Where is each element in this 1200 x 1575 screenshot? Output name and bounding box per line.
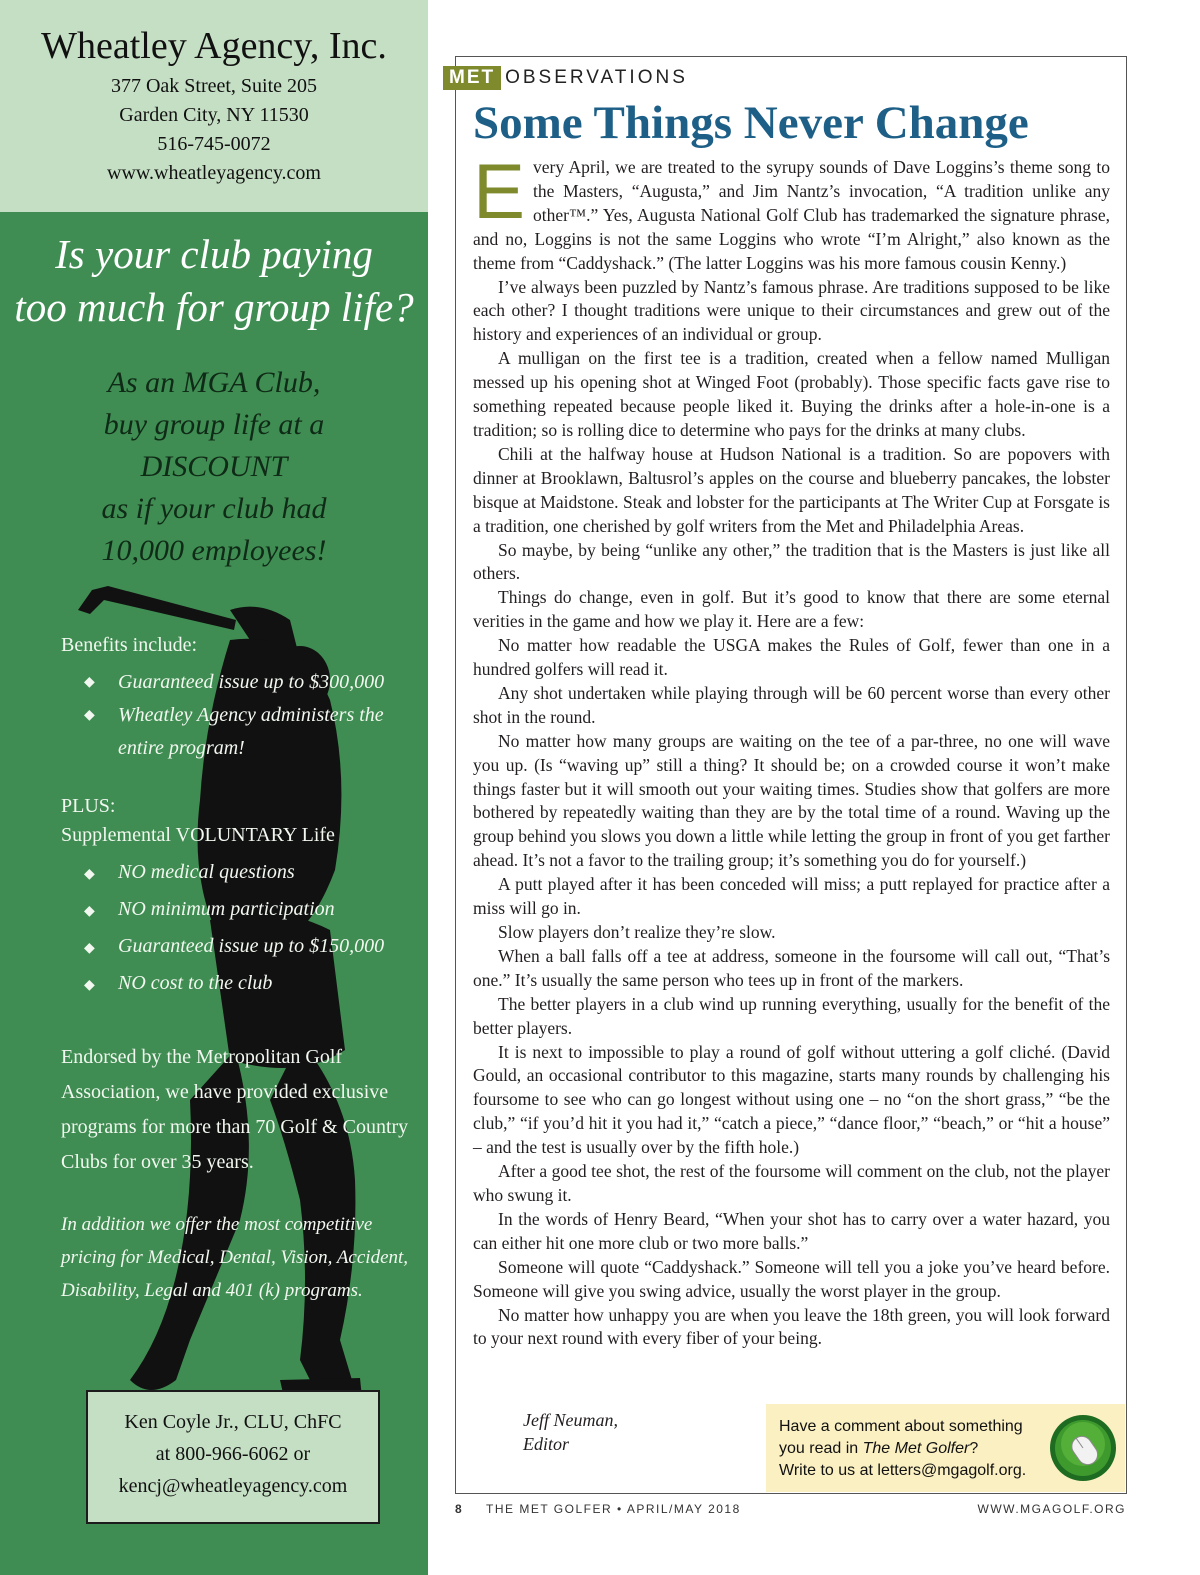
ad-headline xyxy=(0,228,428,334)
article-paragraph: Someone will quote “Caddyshack.” Someone will tell you a joke you’ve heard before. Someone will give you swing advice, usually the worst player in the group. xyxy=(473,1256,1110,1301)
headline-line-2: too much for group life? xyxy=(14,284,414,330)
company-name: Wheatley Agency, Inc. xyxy=(41,25,387,67)
callout-email[interactable]: Write to us at letters@mgagolf.org. xyxy=(779,1462,1027,1479)
endorsement-text: Endorsed by the Metropolitan Golf Association, we have provided exclusive programs for more than 70 Golf & Country Clubs for over 35 years. xyxy=(61,1046,409,1173)
address-line-1: 377 Oak Street, Suite 205 xyxy=(110,75,318,97)
kicker-label: OBSERVATIONS xyxy=(505,67,688,88)
article-paragraph: No matter how unhappy you are when you leave the 18th green, you will look forward to your next round with every fiber of your being. xyxy=(473,1304,1110,1349)
article-paragraph: No matter how readable the USGA makes the Rules of Golf, fewer than one in a hundred golfers will read it. xyxy=(473,635,1110,680)
diamond-bullet-icon: ◆ xyxy=(84,904,95,919)
company-phone: 516-745-0072 xyxy=(157,133,271,155)
article-paragraph: I’ve always been puzzled by Nantz’s famous phrase. Are traditions supposed to be like each other? I thought traditions were unique to their circumstances and grew out of the history and experiences of an individual or group. xyxy=(473,276,1110,345)
ad-subheadline xyxy=(0,362,428,572)
feedback-callout xyxy=(766,1404,1125,1492)
author-title: Editor xyxy=(523,1434,570,1454)
diamond-bullet-icon: ◆ xyxy=(84,675,95,690)
article-paragraph: After a good tee shot, the rest of the foursome will comment on the club, not the player who swung it. xyxy=(473,1161,1110,1205)
article-paragraph: No matter how many groups are waiting on the tee of a par-three, no one will wave you up. (Is “waving up” still a thing? It should be; on a crowded course it won’t make things faster but it will smooth out your waiting times. Studies show that golfers are more bothered by repeatedly waiting than they are by the total time of a round. Waving up the group behind you slows you down a little while letting the group in front of you get farther ahead. It’s not a favor to the trailing group; it’s something you do for yourself.) xyxy=(473,730,1110,871)
author-signature xyxy=(523,1408,618,1456)
publication-info: THE MET GOLFER • APRIL/MAY 2018 xyxy=(486,1502,741,1516)
ad-header xyxy=(0,0,428,212)
callout-text: Have a comment about something you read in The Met Golfer? Write to us at letters@mgagolf.org. xyxy=(779,1416,1026,1482)
article-paragraph: It is next to impossible to play a round of golf without uttering a golf cliché. (David Gould, an occasional contributor to this magazine, starts many rounds by challenging his foursome to see who can go longest without using one – no “on the short grass,” “be the club,” “if you’d hit it you had it,” “catch a piece,” “dance floor,” “beach,” or “hit a house” – and the test is usually over by the fifth hole.) xyxy=(473,1041,1110,1158)
benefits-list xyxy=(84,666,414,765)
contact-phone: at 800-966-6062 or xyxy=(155,1443,311,1465)
drop-cap: E xyxy=(473,147,526,235)
article-paragraph: In the words of Henry Beard, “When your shot has to carry over a water hazard, you can either hit one more club or two more balls.” xyxy=(473,1208,1110,1253)
sub-line-4: as if your club had xyxy=(101,492,327,525)
kicker-tag: MET xyxy=(443,66,501,90)
plus-item: ◆ NO cost to the club xyxy=(84,965,414,1002)
plus-list xyxy=(84,854,414,1002)
page-number: 8 xyxy=(455,1502,464,1516)
article-paragraph: The better players in a club wind up running everything, usually for the benefit of the better players. xyxy=(473,993,1110,1038)
contact-box xyxy=(86,1390,380,1524)
article-paragraph: A putt played after it has been conceded will miss; a putt replayed for practice after a miss will go in. xyxy=(473,874,1110,919)
article-paragraph: A mulligan on the first tee is a tradition, created when a fellow named Mulligan messed up his opening shot at Winged Foot (probably). Those specific facts gave rise to something repeated because people liked it. Buying the drinks after a hole-in-one is a tradition; so is rolling dice to determine who pays for the drinks at many clubs. xyxy=(473,348,1110,440)
footer-website[interactable]: WWW.MGAGOLF.ORG xyxy=(977,1502,1126,1516)
contact-email[interactable]: kencj@wheatleyagency.com xyxy=(118,1475,348,1497)
diamond-bullet-icon: ◆ xyxy=(84,941,95,956)
article-paragraph: Slow players don’t realize they’re slow. xyxy=(498,922,776,942)
article-title: Some Things Never Change xyxy=(473,97,1029,149)
sub-line-2: buy group life at a xyxy=(103,408,325,441)
benefit-item: ◆ Wheatley Agency administers the entire program! xyxy=(84,699,414,765)
company-address xyxy=(0,72,428,188)
plus-item: ◆ Guaranteed issue up to $150,000 xyxy=(84,928,414,965)
sub-line-1: As an MGA Club, xyxy=(107,366,321,399)
article-paragraph: Every April, we are treated to the syrupy sounds of Dave Loggins’s theme song to the Masters, “Augusta,” and Jim Nantz’s invocation, “A tradition unlike any other™.” Yes, Augusta National Golf Club has trademarked the signature phrase, and no, Loggins is not the same Loggins who wrote “I’m Alright,” also known as the theme from “Caddyshack.” (The latter Loggins was his more famous cousin Kenny.) xyxy=(473,147,1110,273)
contact-name: Ken Coyle Jr., CLU, ChFC xyxy=(124,1411,342,1433)
additional-programs-text: In addition we offer the most competitive pricing for Medical, Dental, Vision, Accident, Disability, Legal and 401 (k) programs. xyxy=(61,1214,409,1301)
plus-item: ◆ NO minimum participation xyxy=(84,891,414,928)
advertisement xyxy=(0,0,428,1575)
diamond-bullet-icon: ◆ xyxy=(84,708,95,723)
diamond-bullet-icon: ◆ xyxy=(84,978,95,993)
article-paragraph: Any shot undertaken while playing through will be 60 percent worse than every other shot in the round. xyxy=(473,682,1110,727)
article-paragraph: Things do change, even in golf. But it’s good to know that there are some eternal verities in the game and how we play it. Here are a few: xyxy=(473,587,1110,632)
article-body xyxy=(473,147,1110,1351)
plus-section xyxy=(61,792,335,850)
benefits-title: Benefits include: xyxy=(61,634,198,656)
headline-line-1: Is your club paying xyxy=(55,231,373,277)
benefit-item: ◆ Guaranteed issue up to $300,000 xyxy=(84,666,414,699)
ad-copy xyxy=(0,212,428,1301)
company-website: www.wheatleyagency.com xyxy=(107,162,321,184)
plus-item: ◆ NO medical questions xyxy=(84,854,414,891)
plus-label: PLUS: xyxy=(61,795,116,817)
article-paragraph: So maybe, by being “unlike any other,” the tradition that is the Masters is just like all others. xyxy=(473,539,1110,584)
address-line-2: Garden City, NY 11530 xyxy=(119,104,309,126)
article-paragraph: When a ball falls off a tee at address, someone in the foursome will call out, “That’s one.” It’s usually the same person who tees up in front of the markers. xyxy=(473,945,1110,990)
plus-title: Supplemental VOLUNTARY Life xyxy=(61,824,335,846)
section-kicker xyxy=(443,66,694,90)
sub-line-5: 10,000 employees! xyxy=(101,534,327,567)
sub-line-3: DISCOUNT xyxy=(140,450,288,483)
author-name: Jeff Neuman, xyxy=(523,1410,618,1430)
computer-mouse-icon xyxy=(1049,1414,1117,1482)
diamond-bullet-icon: ◆ xyxy=(84,867,95,882)
article-paragraph: Chili at the halfway house at Hudson National is a tradition. So are popovers with dinner at Brooklawn, Baltusrol’s apples on the course and blueberry pancakes, the lobster bisque at Maidstone. Steak and lobster for the participants at The Writer Cup at Forsgate is a tradition, one cherished by golf writers from the Met and Philadelphia Areas. xyxy=(473,443,1110,536)
